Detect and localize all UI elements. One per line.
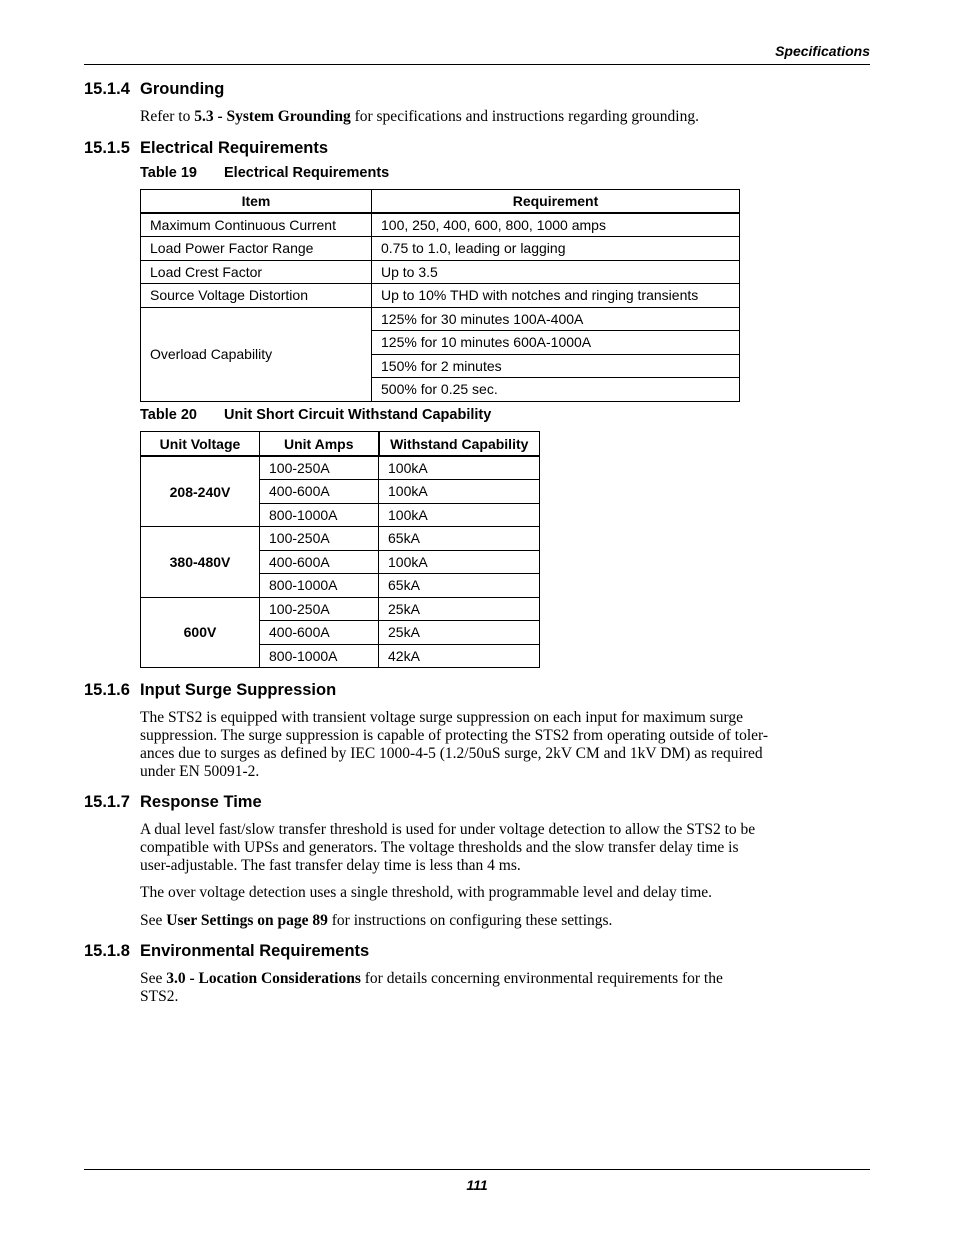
electrical-requirements-table — [140, 189, 740, 402]
table-row: 800-1000A 100kA — [141, 503, 540, 527]
column-header: Unit Amps — [260, 432, 379, 457]
heading-number: 15.1.5 — [84, 139, 130, 157]
heading-number: 15.1.7 — [84, 793, 130, 811]
table-row: Load Crest Factor Up to 3.5 — [141, 260, 740, 284]
heading-title: Environmental Requirements — [140, 942, 370, 960]
heading-environmental-requirements — [84, 942, 369, 961]
table-row: 400-600A 100kA — [141, 550, 540, 574]
table-row: 125% for 10 minutes 600A-1000A — [141, 331, 740, 355]
table-row: 800-1000A 42kA — [141, 644, 540, 668]
running-header: Specifications — [775, 43, 870, 59]
table-row: 400-600A 25kA — [141, 621, 540, 645]
response-paragraph-2: The over voltage detection uses a single threshold, with programmable level and delay time. — [140, 884, 713, 901]
heading-title: Input Surge Suppression — [140, 681, 337, 699]
voltage-group: 208-240V — [141, 456, 260, 527]
column-header: Unit Voltage — [141, 432, 260, 457]
heading-number: 15.1.8 — [84, 942, 130, 960]
table-row: Maximum Continuous Current 100, 250, 400, 600, 800, 1000 amps — [141, 213, 740, 237]
cross-reference: User Settings on page 89 — [166, 912, 328, 929]
table-row: Overload Capability 125% for 30 minutes 100A-400A — [141, 307, 740, 331]
heading-title: Electrical Requirements — [140, 139, 328, 157]
heading-title: Grounding — [140, 80, 225, 98]
heading-electrical-requirements — [84, 139, 328, 158]
heading-title: Response Time — [140, 793, 262, 811]
environmental-paragraph: See 3.0 - Location Considerations for details concerning environmental requirements for the STS2. — [140, 970, 723, 1005]
heading-number: 15.1.6 — [84, 681, 130, 699]
response-paragraph-1: A dual level fast/slow transfer threshold is used for under voltage detection to allow the STS2 to be compatible with UPSs and generators. The voltage thresholds and the slow transfer delay time is user-adjustable. The fast transfer delay time is less than 4 ms. — [140, 821, 756, 874]
column-header: Item — [141, 190, 372, 214]
table-row: Source Voltage Distortion Up to 10% THD with notches and ringing transients — [141, 284, 740, 308]
column-header: Requirement — [372, 190, 740, 214]
grounding-paragraph: Refer to 5.3 - System Grounding for specifications and instructions regarding grounding. — [140, 108, 699, 125]
table-row: 500% for 0.25 sec. — [141, 378, 740, 402]
heading-number: 15.1.4 — [84, 80, 130, 98]
response-paragraph-3: See User Settings on page 89 for instructions on configuring these settings. — [140, 912, 613, 929]
table-row: 800-1000A 65kA — [141, 574, 540, 598]
overload-label: Overload Capability — [141, 307, 372, 401]
table20-caption: Table 20 Unit Short Circuit Withstand Capability — [140, 407, 492, 423]
heading-input-surge-suppression — [84, 681, 336, 700]
table-row: 150% for 2 minutes — [141, 354, 740, 378]
heading-response-time — [84, 793, 262, 812]
footer-rule — [84, 1169, 870, 1170]
table-row: 208-240V 100-250A 100kA — [141, 456, 540, 480]
table-row: Load Power Factor Range 0.75 to 1.0, leading or lagging — [141, 237, 740, 261]
table-row: 600V 100-250A 25kA — [141, 597, 540, 621]
voltage-group: 600V — [141, 597, 260, 668]
header-rule — [84, 64, 870, 65]
table-header-row — [141, 432, 540, 457]
table-row: 380-480V 100-250A 65kA — [141, 527, 540, 551]
table19-caption: Table 19 Electrical Requirements — [140, 165, 390, 181]
cross-reference: 3.0 - Location Considerations — [166, 970, 361, 987]
page-number: 111 — [466, 1177, 488, 1193]
heading-grounding — [84, 80, 224, 99]
table-row: 400-600A 100kA — [141, 480, 540, 504]
voltage-group: 380-480V — [141, 527, 260, 598]
surge-paragraph: The STS2 is equipped with transient voltage surge suppression on each input for maximum surge suppression. The surge suppression is capable of protecting the STS2 from operating outside of toler- ances due to surges as defined by IEC 1000-4-5 (1.2/50uS surge, 2kV CM and 1kV DM) as required under EN 50091-2. — [140, 709, 769, 780]
cross-reference: 5.3 - System Grounding — [194, 108, 351, 125]
column-header: Withstand Capability — [379, 432, 540, 457]
withstand-capability-table — [140, 431, 540, 668]
table-header-row — [141, 190, 740, 214]
